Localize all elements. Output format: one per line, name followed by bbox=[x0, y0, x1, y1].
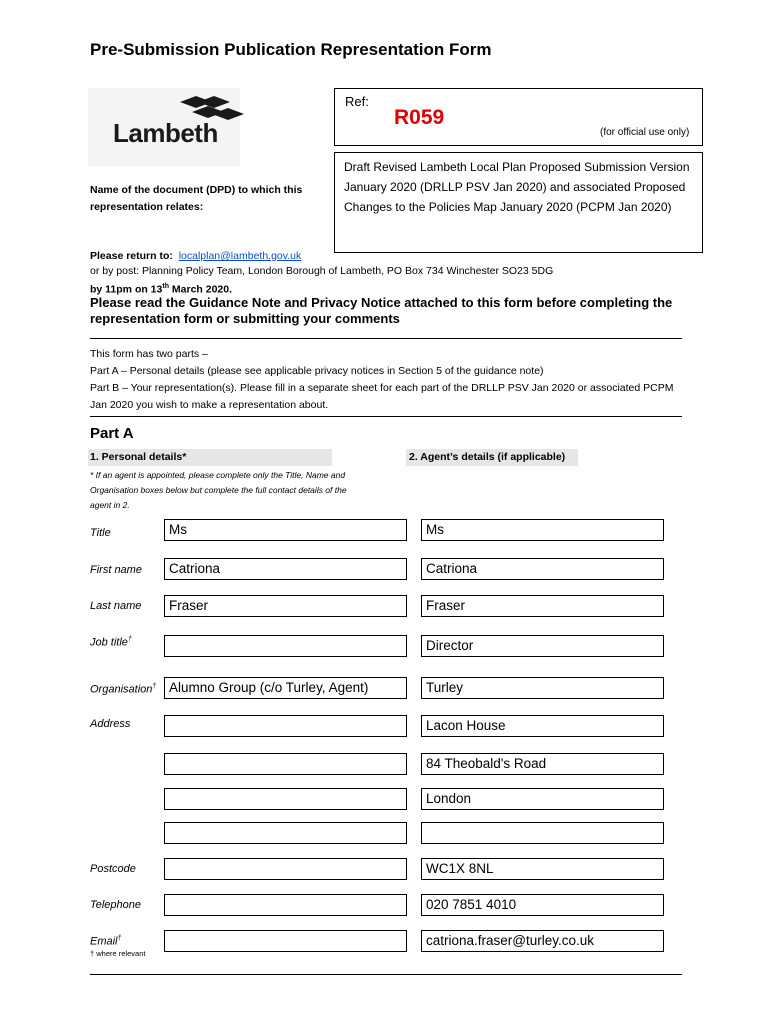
dagger-mark: † bbox=[117, 935, 122, 942]
agent-field[interactable]: 84 Theobald's Road bbox=[421, 753, 664, 775]
agent-field[interactable]: WC1X 8NL bbox=[421, 858, 664, 880]
agent-field[interactable]: Lacon House bbox=[421, 715, 664, 737]
field-label-text: Job title bbox=[90, 636, 128, 649]
field-label bbox=[90, 935, 121, 948]
personal-field[interactable] bbox=[164, 753, 407, 775]
parts-line: Part B – Your representation(s). Please fill in a separate sheet for each part of the DRLLP PSV Jan 2020 or associated PCPM Jan 2020 you wish to make a representation about. bbox=[90, 382, 674, 411]
ref-note: (for official use only) bbox=[600, 127, 690, 138]
personal-details-heading: 1. Personal details* bbox=[90, 451, 187, 463]
return-post: or by post: Planning Policy Team, London Borough of Lambeth, PO Box 734 Winchester SO23 5DG bbox=[90, 265, 554, 277]
field-label bbox=[90, 600, 141, 612]
agent-field[interactable]: 020 7851 4010 bbox=[421, 894, 664, 916]
part-a-heading: Part A bbox=[90, 425, 134, 442]
lambeth-logo bbox=[88, 88, 240, 166]
divider bbox=[90, 338, 682, 339]
agent-details-header bbox=[406, 449, 578, 466]
personal-field[interactable] bbox=[164, 822, 407, 844]
ref-label: Ref: bbox=[345, 94, 369, 109]
parts-line: This form has two parts – bbox=[90, 348, 208, 360]
agent-field[interactable]: London bbox=[421, 788, 664, 810]
personal-field[interactable] bbox=[164, 715, 407, 737]
personal-field[interactable]: Alumno Group (c/o Turley, Agent) bbox=[164, 677, 407, 699]
dagger-footnote: † where relevant bbox=[90, 949, 146, 958]
personal-field[interactable] bbox=[164, 788, 407, 810]
personal-field[interactable] bbox=[164, 894, 407, 916]
agent-field[interactable]: Fraser bbox=[421, 595, 664, 617]
document-value: Draft Revised Lambeth Local Plan Proposed Submission Version January 2020 (DRLLP PSV Jan 2020) and associated Proposed Changes to the Policies Map January 2020 (PCPM Jan 2020) bbox=[344, 160, 690, 214]
divider bbox=[90, 974, 682, 975]
personal-details-header bbox=[88, 449, 332, 466]
personal-field[interactable]: Catriona bbox=[164, 558, 407, 580]
dagger-mark: † bbox=[152, 683, 157, 690]
agent-field[interactable] bbox=[421, 822, 664, 844]
agent-field[interactable]: Ms bbox=[421, 519, 664, 541]
agent-field[interactable]: Catriona bbox=[421, 558, 664, 580]
field-label bbox=[90, 899, 141, 911]
personal-field[interactable]: Ms bbox=[164, 519, 407, 541]
field-label-text: Address bbox=[90, 718, 131, 730]
agent-field[interactable]: catriona.fraser@turley.co.uk bbox=[421, 930, 664, 952]
return-info bbox=[90, 249, 553, 298]
personal-field[interactable] bbox=[164, 930, 407, 952]
agent-field[interactable]: Turley bbox=[421, 677, 664, 699]
dagger-mark: † bbox=[127, 636, 132, 643]
lambeth-chevron-logo-icon bbox=[178, 96, 248, 120]
ref-value: R059 bbox=[394, 106, 445, 129]
return-prefix: Please return to: bbox=[90, 250, 173, 262]
field-label bbox=[90, 863, 136, 875]
deadline-sup: th bbox=[162, 283, 169, 290]
personal-field[interactable] bbox=[164, 635, 407, 657]
document-label: Name of the document (DPD) to which this representation relates: bbox=[90, 184, 303, 213]
field-label-text: Last name bbox=[90, 600, 142, 612]
field-label bbox=[90, 636, 132, 649]
agent-field[interactable]: Director bbox=[421, 635, 664, 657]
field-label-text: Email bbox=[90, 935, 118, 948]
logo-text: Lambeth bbox=[113, 118, 218, 148]
agent-instructions: * If an agent is appointed, please complete only the Title, Name and Organisation boxes below but complete the full contact details of the agent in 2. bbox=[90, 470, 347, 510]
field-label-text: Telephone bbox=[90, 899, 141, 911]
field-label-text: First name bbox=[90, 564, 142, 576]
divider bbox=[90, 416, 682, 417]
field-label-text: Organisation bbox=[90, 683, 153, 696]
parts-description bbox=[90, 346, 690, 414]
field-label bbox=[90, 718, 130, 730]
return-email-link[interactable]: localplan@lambeth.gov.uk bbox=[178, 250, 302, 262]
page-title: Pre-Submission Publication Representation Form bbox=[90, 40, 492, 59]
personal-field[interactable]: Fraser bbox=[164, 595, 407, 617]
agent-details-heading: 2. Agent’s details (if applicable) bbox=[409, 451, 566, 463]
deadline-part-a: by 11pm on 13 bbox=[90, 283, 163, 296]
field-label-text: Postcode bbox=[90, 863, 136, 875]
guidance-note: Please read the Guidance Note and Privacy Notice attached to this form before completing the representation form or submitting your comments bbox=[90, 295, 673, 326]
parts-line: Part A – Personal details (please see applicable privacy notices in Section 5 of the guidance note) bbox=[90, 365, 544, 377]
personal-field[interactable] bbox=[164, 858, 407, 880]
field-label bbox=[90, 564, 142, 576]
field-label bbox=[90, 683, 156, 696]
field-label bbox=[90, 527, 111, 539]
deadline-part-b: March 2020. bbox=[168, 283, 233, 296]
field-label-text: Title bbox=[90, 527, 111, 539]
